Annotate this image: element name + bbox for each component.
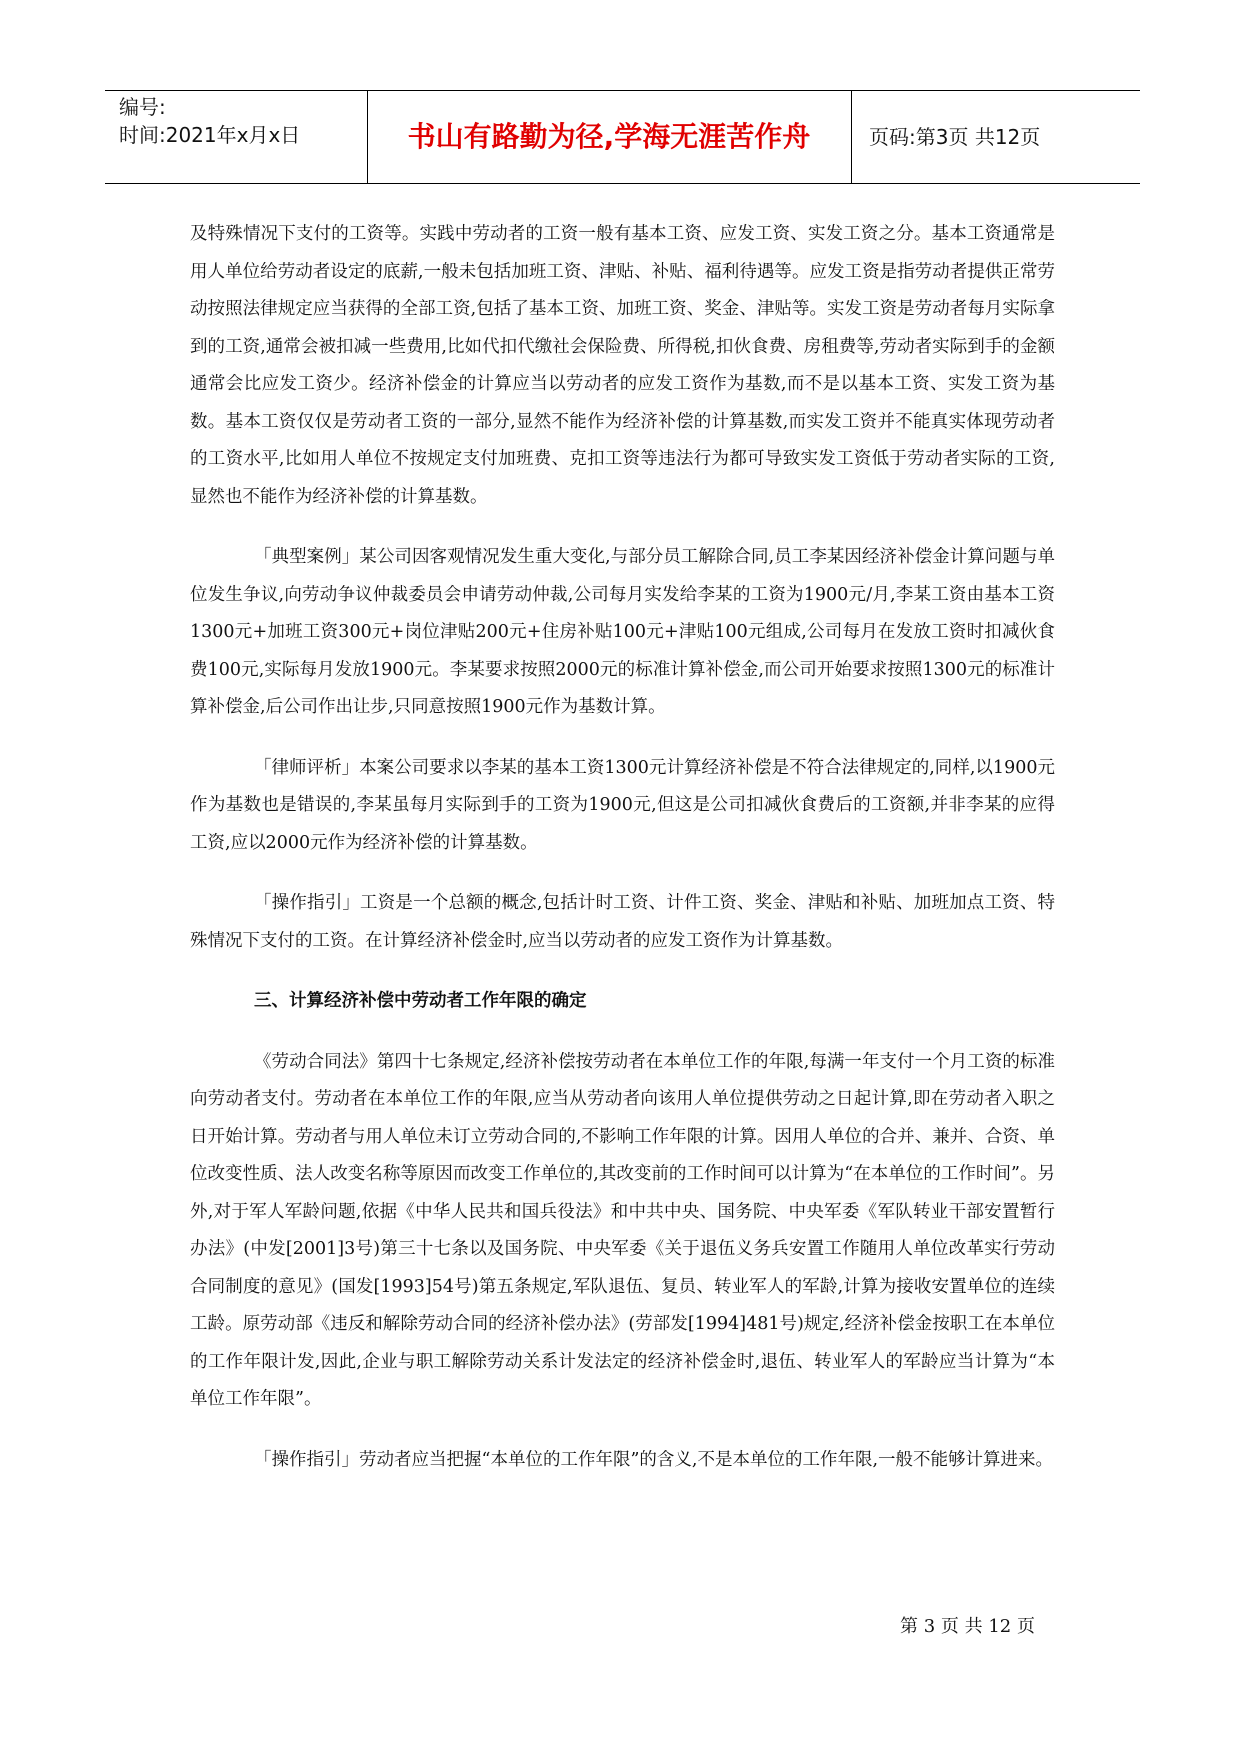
page-header xyxy=(105,90,1140,184)
paragraph-operation-guide-2: 「操作指引」劳动者应当把握“本单位的工作年限”的含义,不是本单位的工作年限,一般不能够计算进来。 xyxy=(254,1449,1054,1470)
paragraph-lawyer-comment: 「律师评析」本案公司要求以李某的基本工资1300元计算经济补偿是不符合法律规定的,同样,以1900元作为基数也是错误的,李某虽每月实际到手的工资为1900元,但这是公司扣减伙食费后的工资额,并非李某的应得工资,应以2000元作为经济补偿的计算基数。 xyxy=(190,757,1055,853)
document-time-label: 时间:2021年x月x日 xyxy=(119,123,301,147)
header-divider xyxy=(851,91,852,183)
page-footer: 第 3 页 共 12 页 xyxy=(900,1616,1035,1637)
document-body xyxy=(190,216,1055,1502)
document-number-label: 编号: xyxy=(119,95,166,119)
header-meta xyxy=(119,91,369,185)
header-motto: 书山有路勤为径,学海无涯苦作舟 xyxy=(407,120,811,153)
paragraph-labor-contract-law: 《劳动合同法》第四十七条规定,经济补偿按劳动者在本单位工作的年限,每满一年支付一个月工资的标准向劳动者支付。劳动者在本单位工作的年限,应当从劳动者向该用人单位提供劳动之日起计算,即在劳动者入职之日开始计算。劳动者与用人单位未订立劳动合同的,不影响工作年限的计算。因用人单位的合并、兼并、合资、单位改变性质、法人改变名称等原因而改变工作单位的,其改变前的工作时间可以计算为“在本单位的工作时间”。另外,对于军人军龄问题,依据《中华人民共和国兵役法》和中共中央、国务院、中央军委《军队转业干部安置暂行办法》(中发[2001]3号)第三十七条以及国务院、中央军委《关于退伍义务兵安置工作随用人单位改革实行劳动合同制度的意见》(国发[1993]54号)第五条规定,军队退伍、复员、转业军人的军龄,计算为接收安置单位的连续工龄。原劳动部《违反和解除劳动合同的经济补偿办法》(劳部发[1994]481号)规定,经济补偿金按职工在本单位的工作年限计发,因此,企业与职工解除劳动关系计发法定的经济补偿金时,退伍、转业军人的军龄应当计算为“本单位工作年限”。 xyxy=(190,1051,1055,1409)
paragraph-operation-guide: 「操作指引」工资是一个总额的概念,包括计时工资、计件工资、奖金、津贴和补贴、加班加点工资、特殊情况下支付的工资。在计算经济补偿金时,应当以劳动者的应发工资作为计算基数。 xyxy=(190,893,1055,951)
header-page-code: 页码:第3页 共12页 xyxy=(869,125,1041,149)
section-heading: 三、计算经济补偿中劳动者工作年限的确定 xyxy=(254,991,587,1011)
paragraph: 及特殊情况下支付的工资等。实践中劳动者的工资一般有基本工资、应发工资、实发工资之分。基本工资通常是用人单位给劳动者设定的底薪,一般未包括加班工资、津贴、补贴、福利待遇等。应发工资是指劳动者提供正常劳动按照法律规定应当获得的全部工资,包括了基本工资、加班工资、奖金、津贴等。实发工资是劳动者每月实际拿到的工资,通常会被扣减一些费用,比如代扣代缴社会保险费、所得税,扣伙食费、房租费等,劳动者实际到手的金额通常会比应发工资少。经济补偿金的计算应当以劳动者的应发工资作为基数,而不是以基本工资、实发工资为基数。基本工资仅仅是劳动者工资的一部分,显然不能作为经济补偿的计算基数,而实发工资并不能真实体现劳动者的工资水平,比如用人单位不按规定支付加班费、克扣工资等违法行为都可导致实发工资低于劳动者实际的工资,显然也不能作为经济补偿的计算基数。 xyxy=(190,224,1055,507)
paragraph-typical-case: 「典型案例」某公司因客观情况发生重大变化,与部分员工解除合同,员工李某因经济补偿金计算问题与单位发生争议,向劳动争议仲裁委员会申请劳动仲裁,公司每月实发给李某的工资为1900元/月,李某工资由基本工资1300元+加班工资300元+岗位津贴200元+住房补贴100元+津贴100元组成,公司每月在发放工资时扣减伙食费100元,实际每月发放1900元。李某要求按照2000元的标准计算补偿金,而公司开始要求按照1300元的标准计算补偿金,后公司作出让步,只同意按照1900元作为基数计算。 xyxy=(190,547,1055,717)
